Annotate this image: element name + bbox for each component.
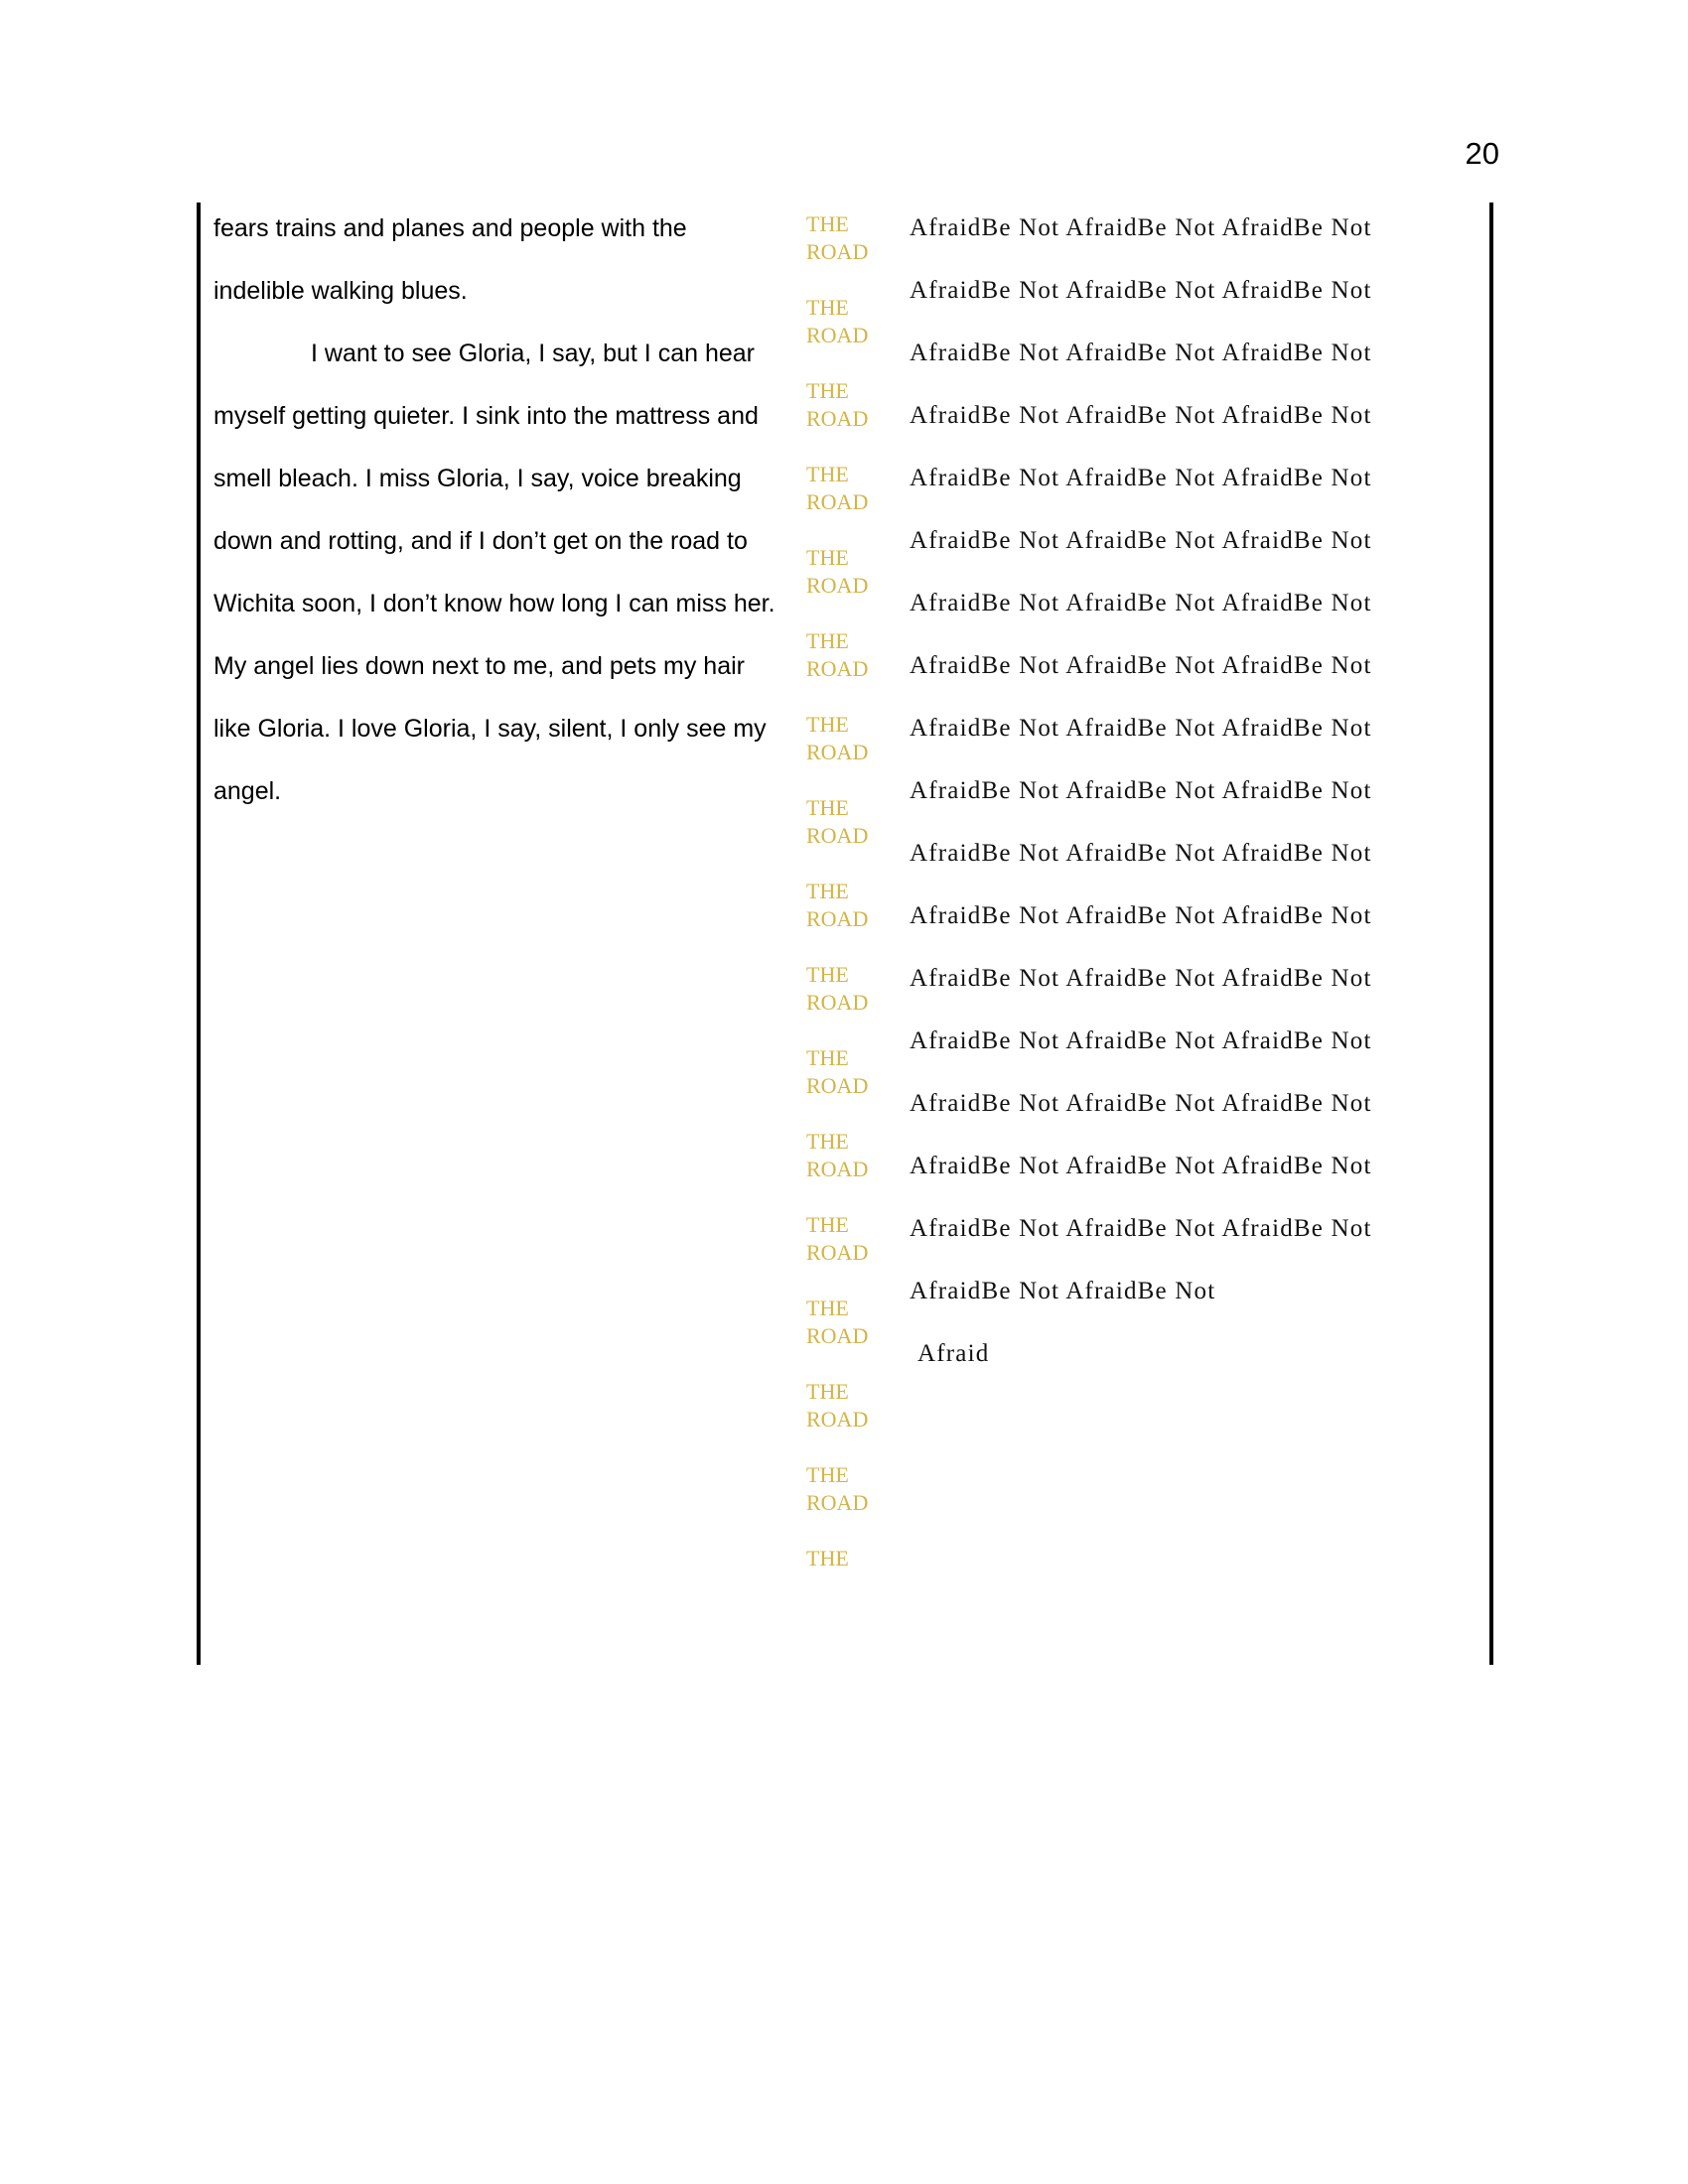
- road-word-the: THE: [806, 1296, 849, 1320]
- road-word-the: THE: [806, 545, 849, 570]
- afraid-line: AfraidBe Not AfraidBe Not AfraidBe Not: [910, 1215, 1372, 1242]
- prose-line: Wichita soon, I don’t know how long I can miss her.: [213, 590, 775, 617]
- left-vertical-rule: [197, 203, 201, 1665]
- road-word-road: ROAD: [806, 656, 869, 681]
- road-word-the: THE: [806, 795, 849, 820]
- afraid-line: AfraidBe Not AfraidBe Not AfraidBe Not: [910, 1090, 1372, 1117]
- afraid-line: AfraidBe Not AfraidBe Not AfraidBe Not: [910, 902, 1372, 929]
- prose-line: down and rotting, and if I don’t get on the road to: [213, 527, 748, 555]
- road-word-road: ROAD: [806, 1157, 869, 1181]
- road-word-road: ROAD: [806, 906, 869, 931]
- prose-line: angel.: [213, 777, 282, 805]
- afraid-line: AfraidBe Not AfraidBe Not AfraidBe Not: [910, 777, 1372, 804]
- road-word-the: THE: [806, 879, 849, 903]
- road-word-the: THE: [806, 628, 849, 653]
- prose-line: fears trains and planes and people with the: [213, 214, 687, 242]
- road-word-the: THE: [806, 1129, 849, 1154]
- road-word-the: THE: [806, 378, 849, 403]
- road-word-road: ROAD: [806, 1407, 869, 1432]
- afraid-line: AfraidBe Not AfraidBe Not AfraidBe Not: [910, 715, 1372, 742]
- road-word-the: THE: [806, 1462, 849, 1487]
- road-word-the: THE: [806, 211, 849, 236]
- afraid-line: AfraidBe Not AfraidBe Not AfraidBe Not: [910, 465, 1372, 491]
- road-word-road: ROAD: [806, 406, 869, 431]
- prose-line: I want to see Gloria, I say, but I can hear: [311, 340, 755, 367]
- road-word-the: THE: [806, 1212, 849, 1237]
- prose-line: like Gloria. I love Gloria, I say, silent, I only see my: [213, 715, 767, 743]
- afraid-line: AfraidBe Not AfraidBe Not AfraidBe Not: [910, 1027, 1372, 1054]
- afraid-line: AfraidBe Not AfraidBe Not AfraidBe Not: [910, 590, 1372, 616]
- afraid-line: AfraidBe Not AfraidBe Not AfraidBe Not: [910, 840, 1372, 867]
- road-word-the: THE: [806, 295, 849, 320]
- right-vertical-rule: [1489, 203, 1493, 1665]
- road-word-the: THE: [806, 1379, 849, 1404]
- road-word-road: ROAD: [806, 1240, 869, 1265]
- road-word-road: ROAD: [806, 323, 869, 347]
- road-word-road: ROAD: [806, 1490, 869, 1515]
- road-word-the: THE: [806, 712, 849, 737]
- prose-line: myself getting quieter. I sink into the mattress and: [213, 402, 759, 430]
- page-number: 20: [1465, 136, 1499, 171]
- afraid-line: AfraidBe Not AfraidBe Not AfraidBe Not: [910, 277, 1372, 304]
- road-word-the: THE: [806, 1546, 849, 1570]
- prose-line: My angel lies down next to me, and pets my hair: [213, 652, 745, 680]
- road-word-road: ROAD: [806, 489, 869, 514]
- prose-line: indelible walking blues.: [213, 277, 468, 305]
- afraid-final: Afraid: [917, 1340, 990, 1367]
- road-word-road: ROAD: [806, 1323, 869, 1348]
- road-word-road: ROAD: [806, 239, 869, 264]
- road-word-the: THE: [806, 462, 849, 486]
- road-word-the: THE: [806, 962, 849, 987]
- road-word-road: ROAD: [806, 990, 869, 1015]
- road-word-road: ROAD: [806, 740, 869, 764]
- afraid-line-short: AfraidBe Not AfraidBe Not: [910, 1278, 1216, 1304]
- afraid-line: AfraidBe Not AfraidBe Not AfraidBe Not: [910, 214, 1372, 241]
- afraid-line: AfraidBe Not AfraidBe Not AfraidBe Not: [910, 340, 1372, 366]
- afraid-line: AfraidBe Not AfraidBe Not AfraidBe Not: [910, 1153, 1372, 1179]
- prose-line: smell bleach. I miss Gloria, I say, voice breaking: [213, 465, 742, 492]
- road-word-road: ROAD: [806, 573, 869, 598]
- afraid-line: AfraidBe Not AfraidBe Not AfraidBe Not: [910, 652, 1372, 679]
- afraid-line: AfraidBe Not AfraidBe Not AfraidBe Not: [910, 527, 1372, 554]
- road-word-road: ROAD: [806, 1073, 869, 1098]
- afraid-line: AfraidBe Not AfraidBe Not AfraidBe Not: [910, 402, 1372, 429]
- road-word-the: THE: [806, 1045, 849, 1070]
- afraid-line: AfraidBe Not AfraidBe Not AfraidBe Not: [910, 965, 1372, 992]
- road-word-road: ROAD: [806, 823, 869, 848]
